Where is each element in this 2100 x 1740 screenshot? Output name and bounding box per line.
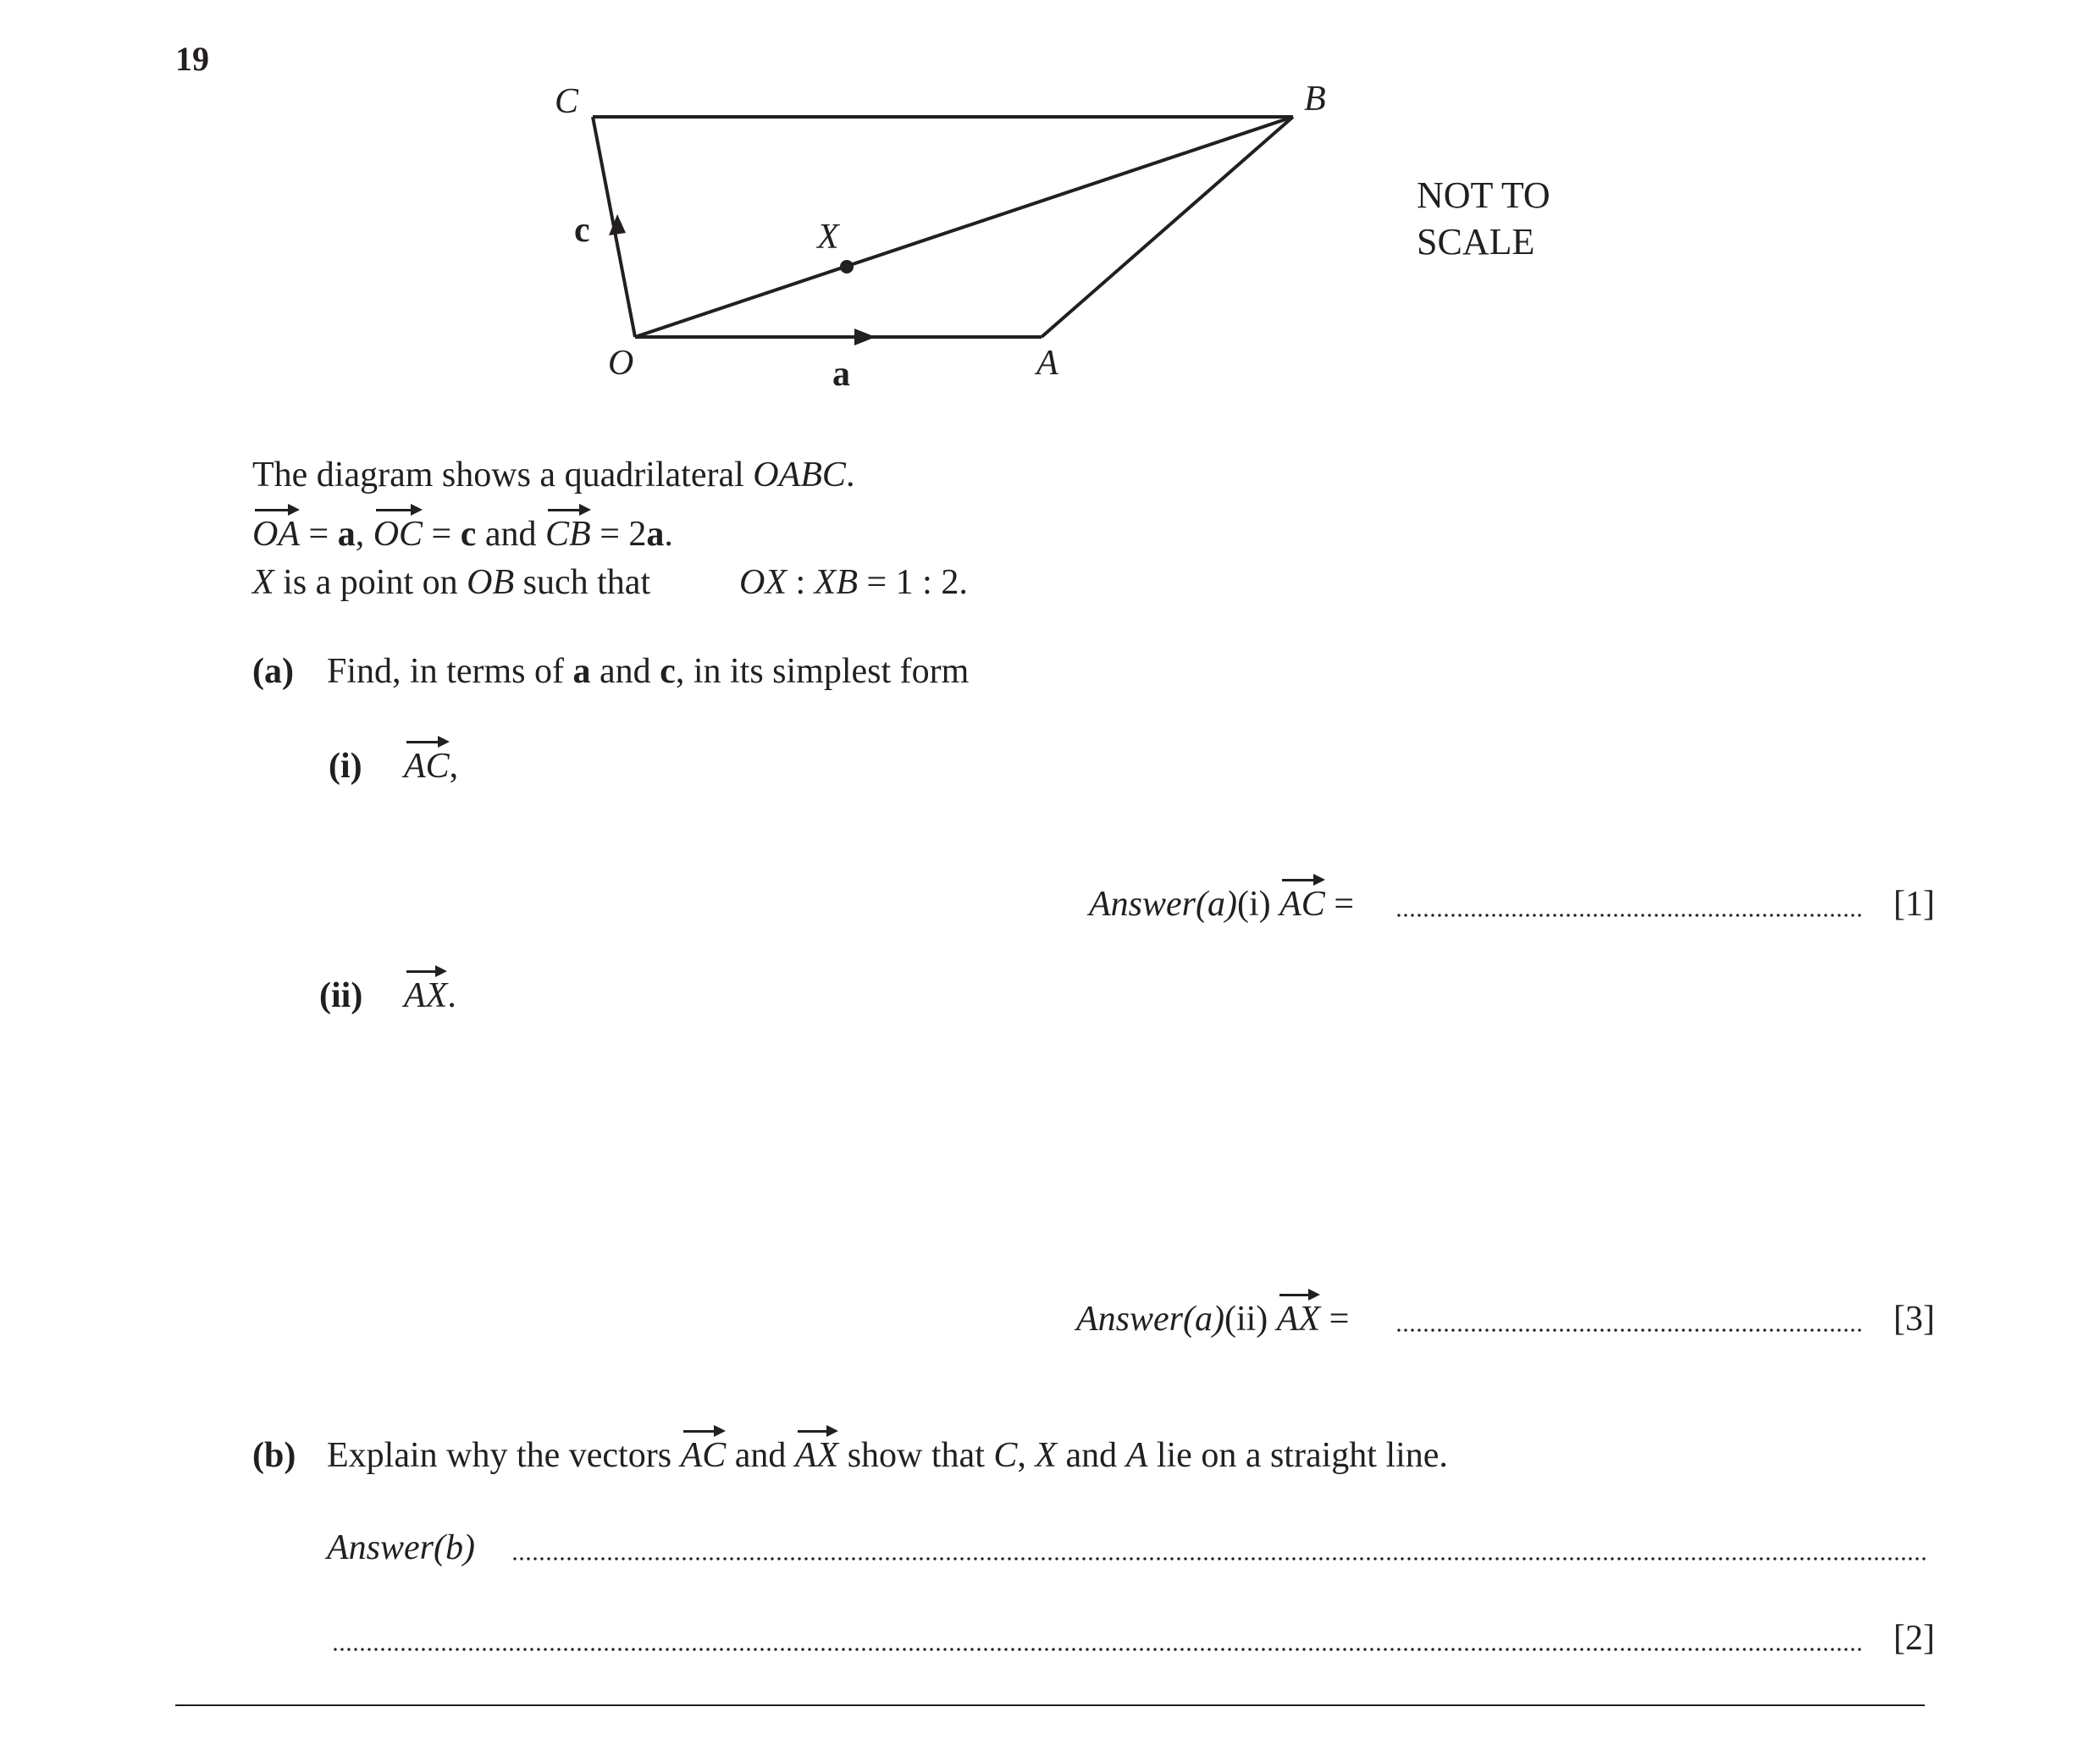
note-line-1: NOT TO: [1417, 174, 1550, 216]
intro-line-3: X is a point on OB such that: [252, 563, 651, 602]
answer-b-field-line-2[interactable]: [332, 1647, 1863, 1652]
vertex-c-label: C: [555, 82, 579, 121]
part-a-i-label: (i): [329, 747, 362, 786]
arrow-a: [854, 329, 876, 345]
answer-a-i-label: Answer(a)(i) AC =: [1089, 885, 1354, 924]
part-a-instruction: Find, in terms of a and c, in its simplest form: [327, 652, 970, 691]
edge-ab: [1042, 117, 1293, 337]
part-b-instruction: Explain why the vectors AC and AX show that C, X and A lie on a straight line.: [327, 1436, 1448, 1475]
note-line-2: SCALE: [1417, 221, 1535, 262]
part-a-ii-vector: AX.: [404, 976, 456, 1015]
vertex-b-label: B: [1304, 80, 1326, 119]
bottom-rule: [175, 1704, 1925, 1706]
vector-a-label: a: [832, 355, 850, 394]
marks-b: [2]: [1893, 1619, 1935, 1658]
vertex-a-label: A: [1036, 344, 1058, 383]
answer-a-ii-label: Answer(a)(ii) AX =: [1076, 1300, 1350, 1339]
part-a-label: (a): [252, 652, 294, 691]
point-x: [840, 260, 854, 273]
answer-b-label: Answer(b): [327, 1528, 475, 1567]
intro-line-1: The diagram shows a quadrilateral OABC.: [252, 456, 855, 494]
question-number: 19: [175, 40, 209, 78]
not-to-scale-note: [1417, 172, 1550, 265]
quadrilateral-diagram: [0, 0, 2100, 406]
answer-a-ii-field[interactable]: [1395, 1328, 1863, 1333]
diagonal-ob: [635, 117, 1293, 337]
part-a-i-vector: AC,: [404, 747, 459, 786]
answer-a-i-field[interactable]: [1395, 913, 1863, 918]
marks-a-i: [1]: [1893, 885, 1935, 924]
ratio-expression: OX : XB = 1 : 2.: [739, 563, 968, 602]
answer-b-field-line-1[interactable]: [511, 1556, 1926, 1561]
point-x-label: X: [817, 218, 839, 257]
intro-line-2: OA = a, OC = c and CB = 2a.: [252, 515, 673, 554]
part-b-label: (b): [252, 1436, 296, 1475]
part-a-ii-label: (ii): [319, 976, 363, 1015]
vector-c-label: c: [574, 211, 590, 250]
marks-a-ii: [3]: [1893, 1300, 1935, 1339]
vertex-o-label: O: [608, 344, 634, 383]
